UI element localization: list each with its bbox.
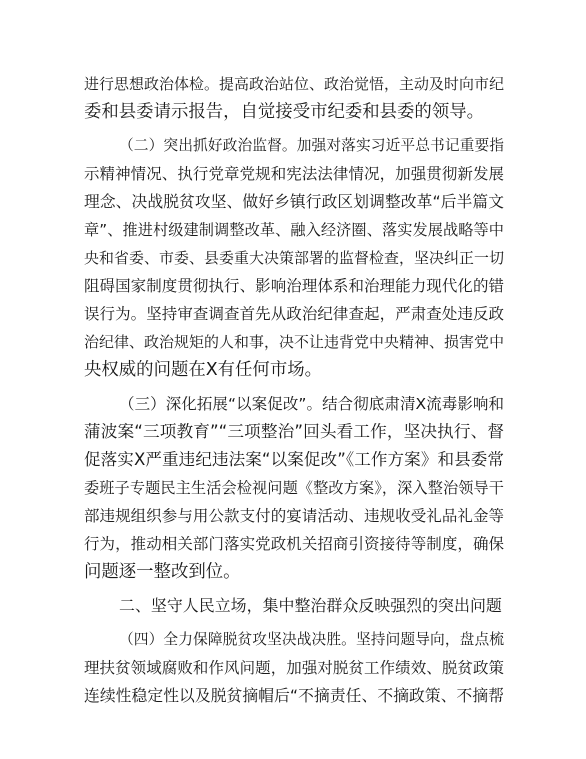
paragraph-4 [84, 626, 504, 710]
text-line: 章”、推进村级建制调整改革、融入经济圈、落实发展战略等中 [84, 221, 504, 239]
text-line: 央权威的问题在X有任何市场。 [84, 360, 322, 380]
text-line: 蒲波案“三项教育”“三项整治”回头看工作，坚决执行、督 [84, 422, 504, 441]
text-line: 进行思想政治体检。提高政治站位、政治觉悟，主动及时向市纪 [84, 75, 504, 93]
section-heading [84, 592, 504, 620]
text-line: 行为，推动相关部门落实党政机关招商引资接待等制度，确保 [84, 535, 504, 553]
text-line: 部违规组织参与用公款支付的宴请活动、违规收受礼品礼金等 [84, 507, 504, 525]
text-line: 委和县委请示报告，自觉接受市纪委和县委的领导。 [84, 102, 484, 122]
section-heading-text: 二、坚守人民立场，集中整治群众反映强烈的突出问题 [119, 596, 502, 615]
paragraph-1 [84, 70, 504, 126]
text-line: （三）深化拓展“以案促改”。结合彻底肃清X流毒影响和 [119, 395, 504, 413]
text-line: 治纪律、政治规矩的人和事，决不让违背党中央精神、损害党中 [84, 333, 504, 351]
text-line: 误行为。坚持审查调查首先从政治纪律查起，严肃查处违反政 [84, 305, 504, 323]
text-line: 问题逐一整改到位。 [84, 562, 241, 582]
text-line: 理念、决战脱贫攻坚、做好乡镇行政区划调整改革“后半篇文 [84, 192, 504, 211]
paragraph-2 [84, 132, 504, 384]
text-line: 促落实X严重违纪违法案“以案促改”《工作方案》和县委常 [84, 450, 504, 469]
text-line: （二）突出抓好政治监督。加强对落实习近平总书记重要指 [119, 137, 504, 154]
text-line: 委班子专题民主生活会检视问题《整改方案》，深入整治领导干 [84, 479, 504, 497]
document-page [84, 70, 504, 710]
text-line: 连续性稳定性以及脱贫摘帽后“不摘责任、不摘政策、不摘帮 [84, 686, 504, 705]
paragraph-3 [84, 390, 504, 586]
text-line: 阻碍国家制度贯彻执行、影响治理体系和治理能力现代化的错 [84, 277, 504, 295]
text-line: 理扶贫领域腐败和作风问题，加强对脱贫工作绩效、脱贫政策 [84, 659, 504, 677]
text-line: 央和省委、市委、县委重大决策部署的监督检查，坚决纠正一切 [84, 249, 504, 267]
text-line: （四）全力保障脱贫攻坚决战决胜。坚持问题导向，盘点梳 [119, 631, 504, 648]
text-line: 示精神情况、执行党章党规和宪法法律情况，加强贯彻新发展 [84, 165, 504, 183]
